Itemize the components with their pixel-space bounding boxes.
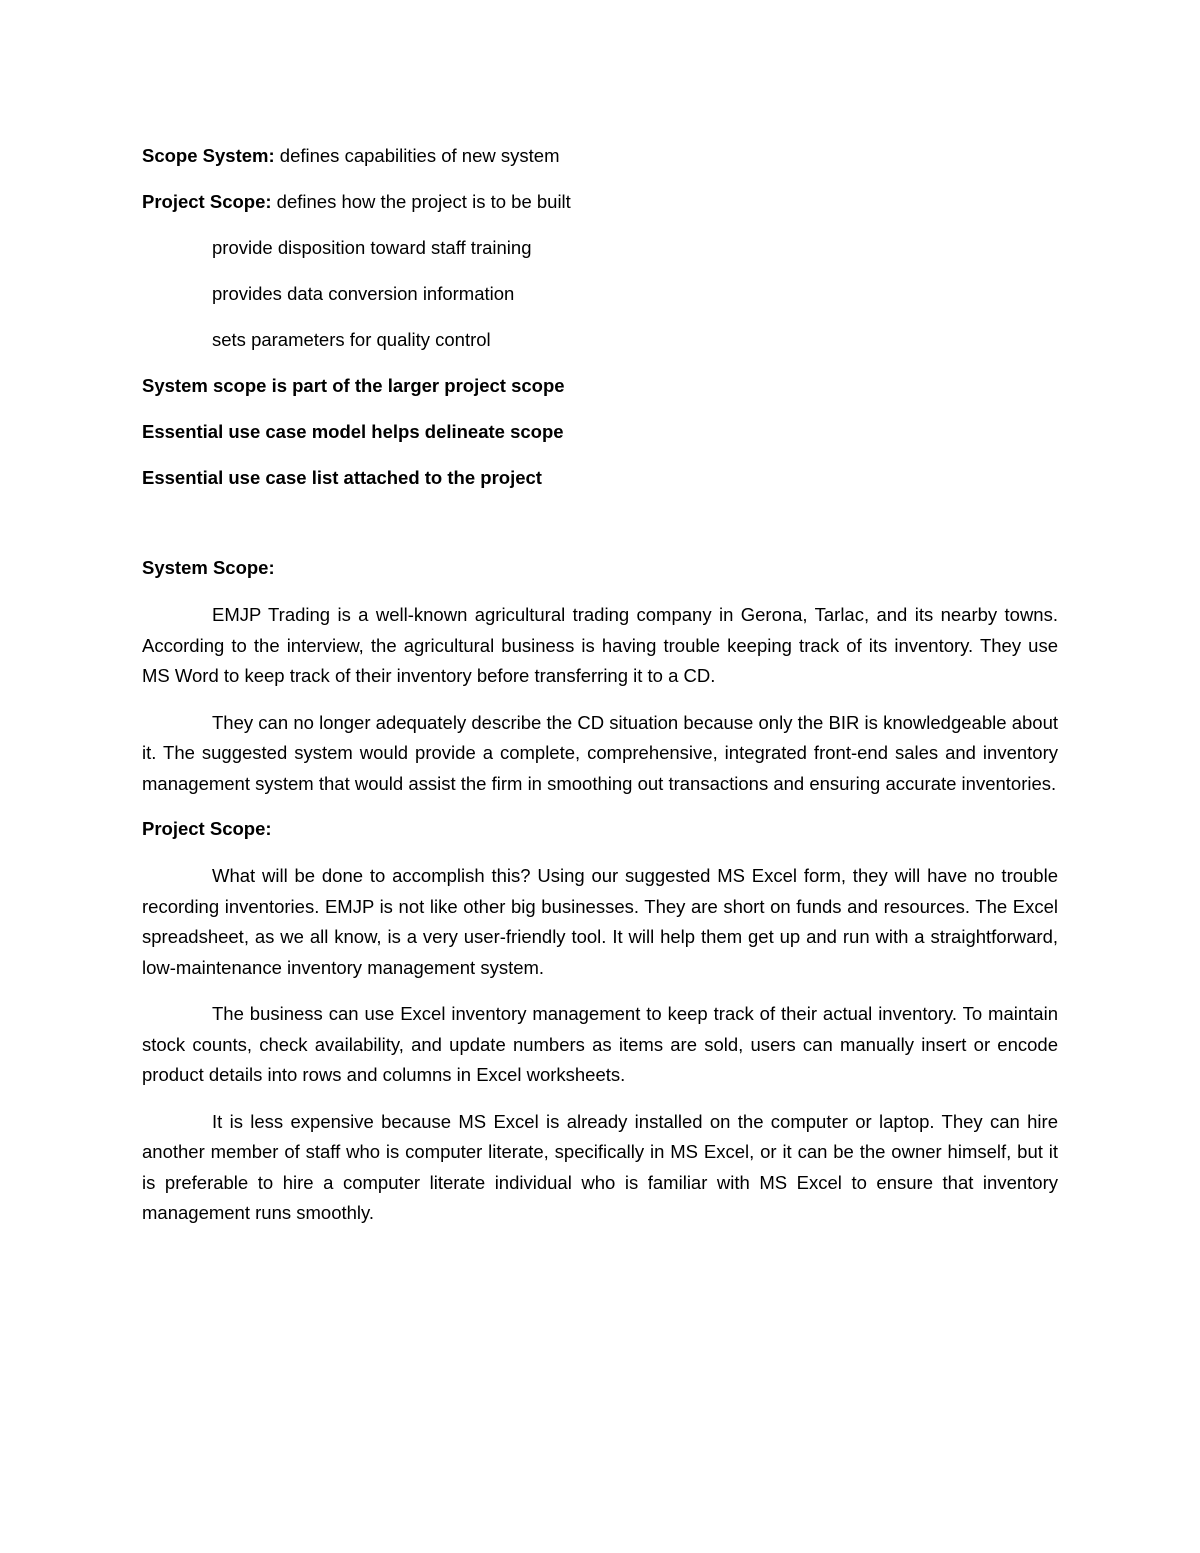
- statement-text: Essential use case list attached to the project: [142, 467, 542, 488]
- bold-statement: [142, 464, 1058, 510]
- project-scope-line: [142, 188, 1058, 234]
- bold-statement: [142, 418, 1058, 464]
- statement-text: Essential use case model helps delineate scope: [142, 421, 564, 442]
- bold-statement: [142, 372, 1058, 418]
- sub-item: provides data conversion information: [212, 283, 515, 304]
- project-scope-paragraph: The business can use Excel inventory management to keep track of their actual inventory. To maintain stock counts, check availability, and update numbers as items are sold, users can manually insert or encode product details into rows and columns in Excel worksheets.: [142, 1003, 1058, 1085]
- system-scope-heading: System Scope:: [142, 557, 275, 578]
- project-scope-term: Project Scope:: [142, 191, 272, 212]
- scope-system-term: Scope System:: [142, 145, 275, 166]
- sub-item: provide disposition toward staff training: [212, 237, 532, 258]
- scope-system-definition: defines capabilities of new system: [274, 145, 560, 166]
- scope-system-line: [142, 142, 1058, 188]
- project-scope-definition: defines how the project is to be built: [271, 191, 571, 212]
- project-scope-paragraph: What will be done to accomplish this? Using our suggested MS Excel form, they will have no trouble recording inventories. EMJP is not like other big businesses. They are short on funds and resources. The Excel spreadsheet, as we all know, is a very user-friendly tool. It will help them get up and run with a straightforward, low-maintenance inventory management system.: [142, 865, 1058, 978]
- document-body: [142, 142, 1058, 1245]
- statement-text: System scope is part of the larger project scope: [142, 375, 565, 396]
- project-scope-heading: Project Scope:: [142, 818, 272, 839]
- section-spacer: [142, 510, 1058, 554]
- sub-item: sets parameters for quality control: [212, 329, 491, 350]
- system-scope-paragraph: They can no longer adequately describe the CD situation because only the BIR is knowledgeable about it. The suggested system would provide a complete, comprehensive, integrated front-end sales and inventory management system that would assist the firm in smoothing out transactions and ensuring accurate inventories.: [142, 711, 1058, 794]
- project-scope-paragraph: It is less expensive because MS Excel is already installed on the computer or laptop. They can hire another member of staff who is computer literate, specifically in MS Excel, or it can be the owner himself, but it is preferable to hire a computer literate individual who is familiar with MS Excel to ensure that inventory management runs smoothly.: [142, 1110, 1058, 1223]
- system-scope-paragraph: EMJP Trading is a well-known agricultural trading company in Gerona, Tarlac, and its nearby towns. According to the interview, the agricultural business is having trouble keeping track of its inventory. They use MS Word to keep track of their inventory before transferring it to a CD.: [142, 604, 1058, 686]
